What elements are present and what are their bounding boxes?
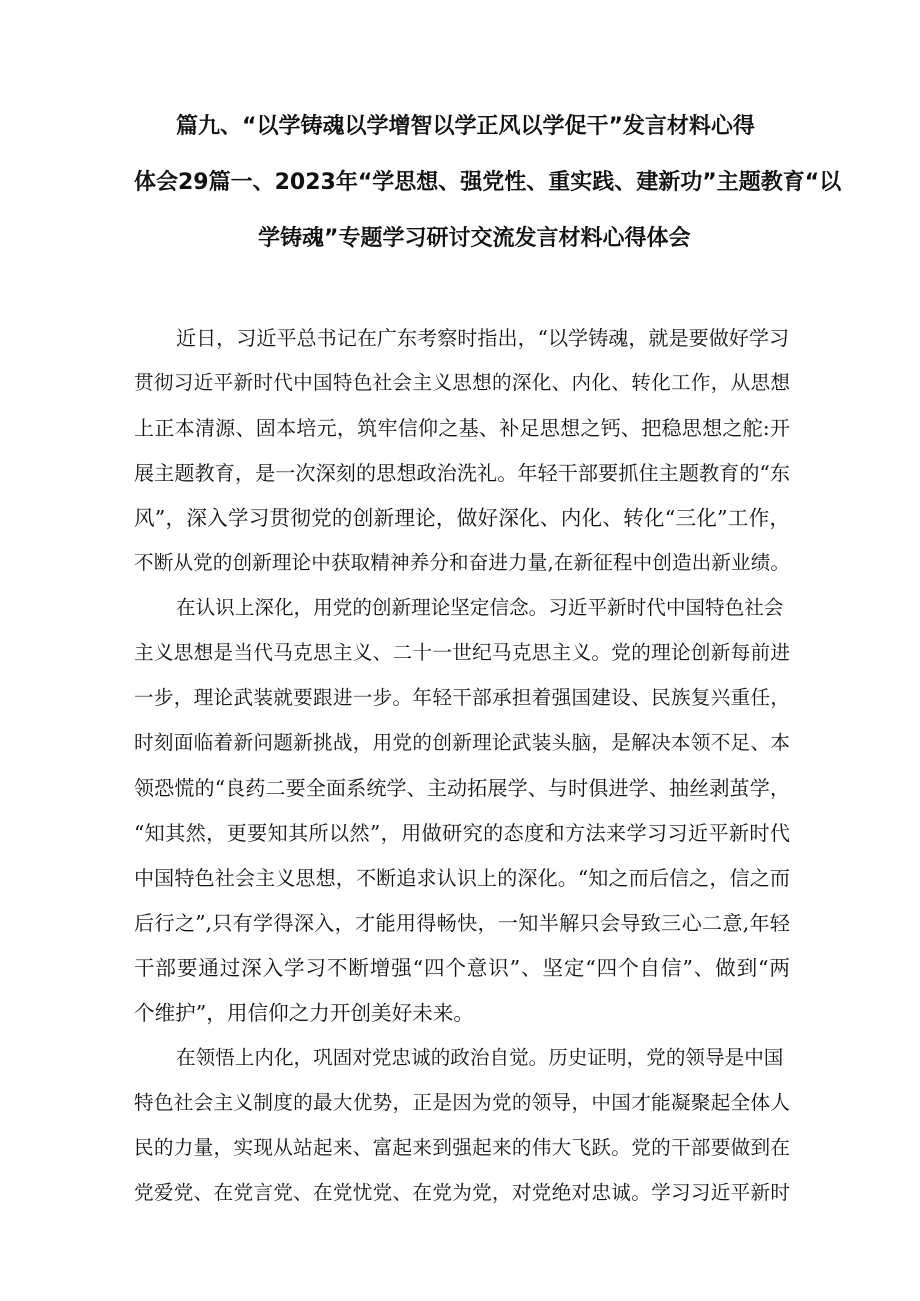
- paragraph-line: 特色社会主义制度的最大优势，正是因为党的领导，中国才能凝聚起全体人: [134, 1091, 790, 1114]
- paragraph-line: 领恐慌的“良药二要全面系统学、主动拓展学、与时俱进学、抽丝剥茧学，: [134, 776, 790, 800]
- paragraph-line: 后行之”,只有学得深入，才能用得畅快，一知半解只会导致三心二意,年轻: [134, 911, 790, 935]
- paragraph-line: 展主题教育，是一次深刻的思想政治洗礼。年轻干部要抓住主题教育的“东: [134, 461, 790, 485]
- paragraph-line: 主义思想是当代马克思主义、二十一世纪马克思主义。党的理论创新每前进: [134, 641, 790, 664]
- paragraph-line: 一步，理论武装就要跟进一步。年轻干部承担着强国建设、民族复兴重任，: [134, 686, 790, 709]
- paragraph-line: 风”，深入学习贯彻党的创新理论，做好深化、内化、转化“三化”工作，: [134, 506, 790, 530]
- paragraph-line: 时刻面临着新问题新挑战，用党的创新理论武装头脑，是解决本领不足、本: [134, 731, 790, 754]
- paragraph-line: 贯彻习近平新时代中国特色社会主义思想的深化、内化、转化工作，从思想: [134, 371, 790, 394]
- paragraph-line: 在认识上深化，用党的创新理论坚定信念。习近平新时代中国特色社会: [176, 596, 784, 619]
- paragraph-line: 中国特色社会主义思想，不断追求认识上的深化。“知之而后信之，信之而: [134, 866, 790, 890]
- paragraph-line: 在领悟上内化，巩固对党忠诚的政治自觉。历史证明，党的领导是中国: [176, 1046, 784, 1069]
- title-line: 篇九、“以学铸魂以学增智以学正风以学促干”发言材料心得: [176, 114, 755, 139]
- paragraph-line: 民的力量，实现从站起来、富起来到强起来的伟大飞跃。党的干部要做到在: [134, 1136, 790, 1159]
- paragraph-line: 不断从党的创新理论中获取精神养分和奋进力量,在新征程中创造出新业绩。: [134, 551, 790, 574]
- paragraph-line: 个维护”，用信仰之力开创美好未来。: [134, 1001, 475, 1025]
- paragraph-line: “知其然，更要知其所以然”，用做研究的态度和方法来学习习近平新时代: [134, 821, 790, 845]
- title-line: 体会29篇一、2023年“学思想、强党性、重实践、建新功”主题教育“以: [134, 170, 842, 195]
- paragraph-line: 党爱党、在党言党、在党忧党、在党为党，对党绝对忠诚。学习习近平新时: [134, 1181, 790, 1204]
- paragraph-line: 近日，习近平总书记在广东考察时指出，“以学铸魂，就是要做好学习: [176, 326, 790, 350]
- paragraph-line: 上正本清源、固本培元，筑牢信仰之基、补足思想之钙、把稳思想之舵:开: [134, 416, 790, 440]
- paragraph-line: 干部要通过深入学习不断增强“四个意识”、坚定“四个自信”、做到“两: [134, 956, 790, 980]
- title-line: 学铸魂”专题学习研讨交流发言材料心得体会: [258, 226, 691, 251]
